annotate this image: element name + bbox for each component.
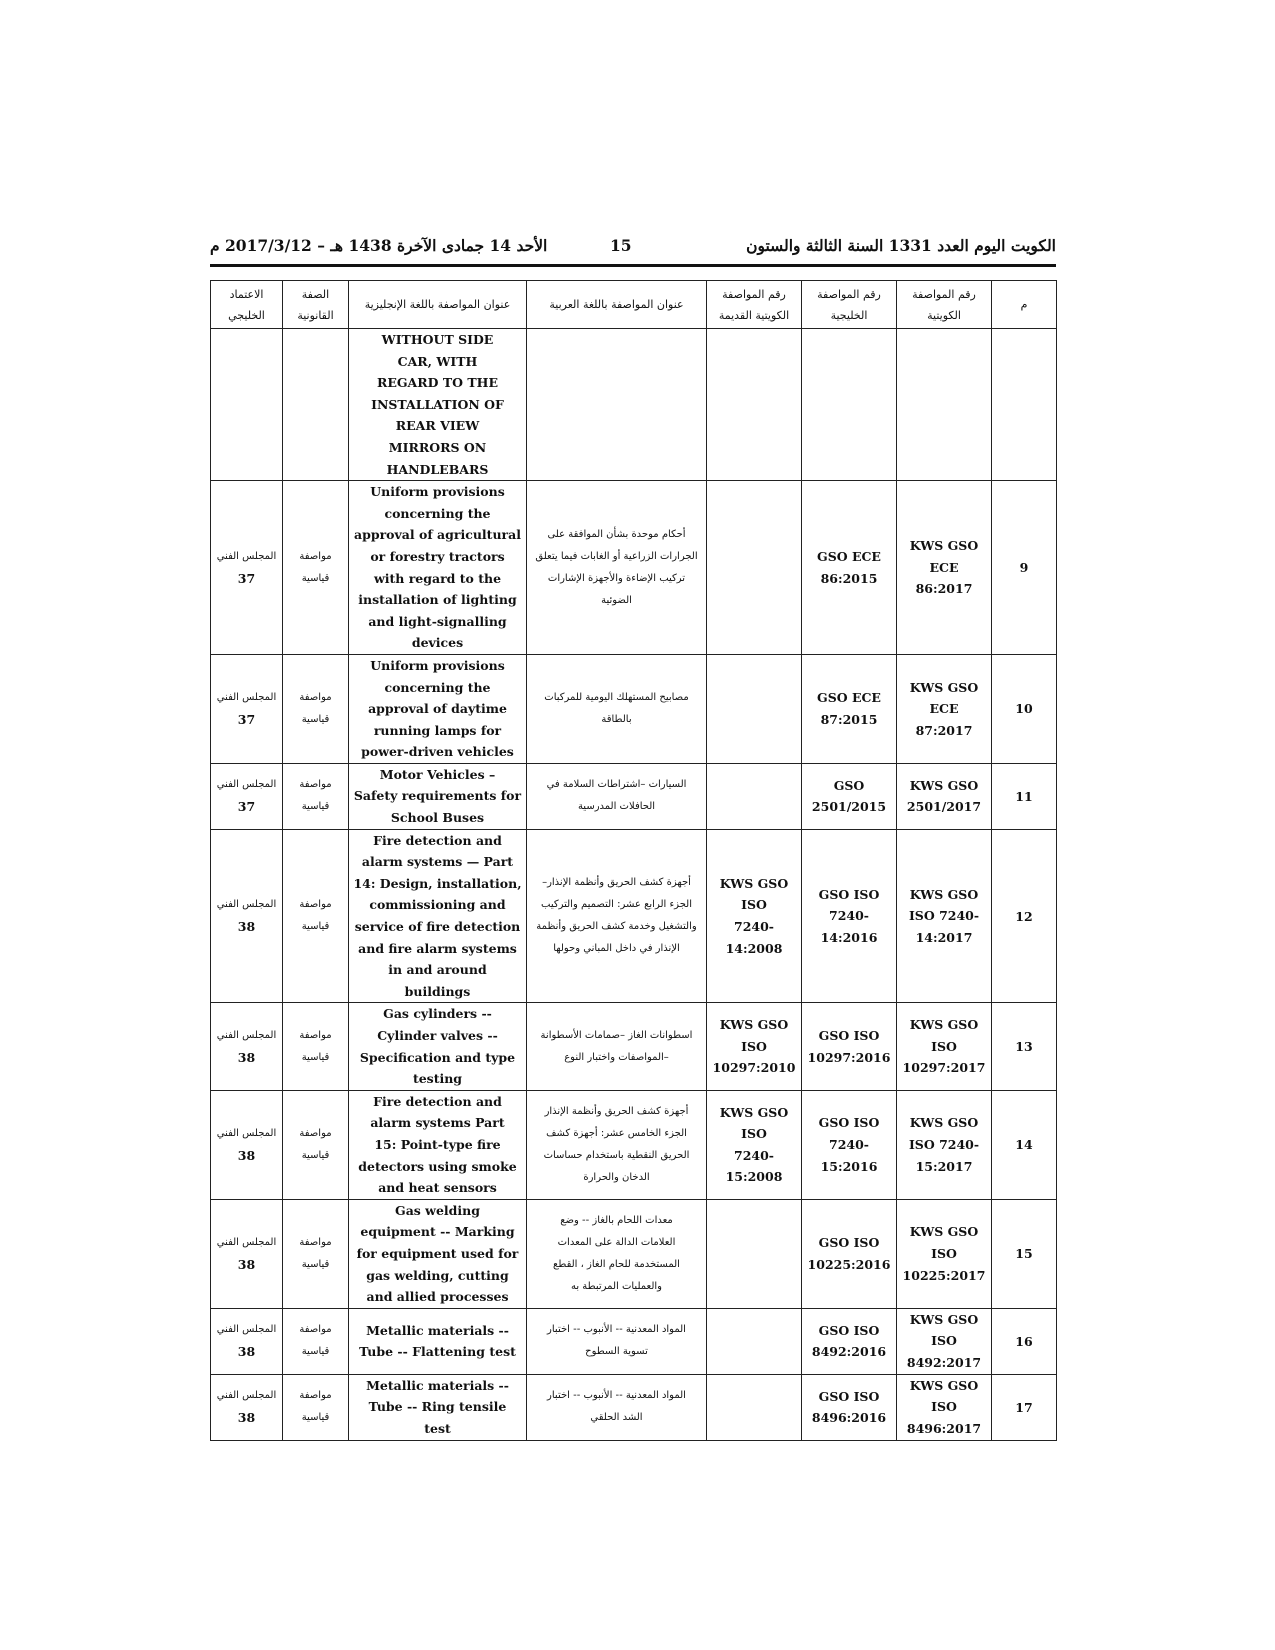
standards-table [210,280,1057,1441]
title-ar-cell: اسطوانات الغاز –صمامات الأسطوانة –المواصفات واختبار النوع [527,1003,707,1090]
gso-number-cell: GSO ISO 8492:2016 [802,1308,897,1374]
table-row [211,829,1057,1003]
legal-status-cell: مواصفة قياسية [283,654,349,763]
approval-cell: المجلس الفني 38 [211,1090,283,1199]
approval-cell: المجلس الفني 38 [211,1308,283,1374]
gso-number-cell: GSO ISO 8496:2016 [802,1374,897,1440]
serial-number-cell: 14 [992,1090,1057,1199]
old-kw-number-cell [707,329,802,481]
col-header-title-en: عنوان المواصفة باللغة الإنجليزية [349,281,527,329]
legal-status-cell: مواصفة قياسية [283,829,349,1003]
old-kw-number-cell [707,481,802,655]
header-issue-info: الكويت اليوم العدد 1331 السنة الثالثة والستون [746,236,1056,255]
title-en-cell: Uniform provisions concerning the approval of daytime running lamps for power-driven vehicles [349,654,527,763]
table-row [211,1374,1057,1440]
title-en-cell: WITHOUT SIDE CAR, WITH REGARD TO THE INSTALLATION OF REAR VIEW MIRRORS ON HANDLEBARS [349,329,527,481]
approval-cell: المجلس الفني 38 [211,1374,283,1440]
table-row [211,1199,1057,1308]
serial-number-cell: 9 [992,481,1057,655]
gso-number-cell [802,329,897,481]
title-ar-cell: السيارات –اشتراطات السلامة في الحافلات المدرسية [527,763,707,829]
title-en-cell: Fire detection and alarm systems Part 15: Point-type fire detectors using smoke and heat sensors [349,1090,527,1199]
old-kw-number-cell: KWS GSO ISO 7240- 14:2008 [707,829,802,1003]
title-en-cell: Gas welding equipment -- Marking for equipment used for gas welding, cutting and allied processes [349,1199,527,1308]
legal-status-cell: مواصفة قياسية [283,1374,349,1440]
table-row [211,1003,1057,1090]
kws-number-cell: KWS GSO ISO 10225:2017 [897,1199,992,1308]
table-row [211,329,1057,481]
gso-number-cell: GSO ISO 7240- 14:2016 [802,829,897,1003]
serial-number-cell: 15 [992,1199,1057,1308]
old-kw-number-cell [707,763,802,829]
approval-cell: المجلس الفني 38 [211,829,283,1003]
serial-number-cell: 11 [992,763,1057,829]
col-header-old-kw: رقم المواصفة الكويتية القديمة [707,281,802,329]
title-ar-cell: المواد المعدنية -- الأنبوب -- اختبار الشد الحلقي [527,1374,707,1440]
kws-number-cell: KWS GSO ISO 7240- 15:2017 [897,1090,992,1199]
kws-number-cell: KWS GSO ISO 7240- 14:2017 [897,829,992,1003]
title-ar-cell [527,329,707,481]
col-header-num: م [992,281,1057,329]
approval-cell: المجلس الفني 37 [211,763,283,829]
serial-number-cell: 10 [992,654,1057,763]
old-kw-number-cell [707,1374,802,1440]
col-header-gso: رقم المواصفة الخليجية [802,281,897,329]
col-header-legal: الصفة القانونية [283,281,349,329]
header-date: الأحد 14 جمادى الآخرة 1438 هـ – 2017/3/12 م [210,236,548,255]
title-en-cell: Fire detection and alarm systems — Part 14: Design, installation, commissioning and service of fire detection and fire alarm systems in and around buildings [349,829,527,1003]
gso-number-cell: GSO ISO 10225:2016 [802,1199,897,1308]
table-row [211,1090,1057,1199]
title-en-cell: Uniform provisions concerning the approval of agricultural or forestry tractors with regard to the installation of lighting and light-signalling devices [349,481,527,655]
approval-cell: المجلس الفني 38 [211,1003,283,1090]
col-header-title-ar: عنوان المواصفة باللغة العربية [527,281,707,329]
gso-number-cell: GSO 2501/2015 [802,763,897,829]
kws-number-cell: KWS GSO ECE 87:2017 [897,654,992,763]
kws-number-cell: KWS GSO 2501/2017 [897,763,992,829]
title-en-cell: Motor Vehicles – Safety requirements for School Buses [349,763,527,829]
gso-number-cell: GSO ECE 86:2015 [802,481,897,655]
legal-status-cell: مواصفة قياسية [283,763,349,829]
gso-number-cell: GSO ECE 87:2015 [802,654,897,763]
kws-number-cell: KWS GSO ISO 10297:2017 [897,1003,992,1090]
legal-status-cell: مواصفة قياسية [283,1003,349,1090]
approval-cell: المجلس الفني 38 [211,1199,283,1308]
serial-number-cell: 12 [992,829,1057,1003]
col-header-approval: الاعتماد الخليجي [211,281,283,329]
title-ar-cell: معدات اللحام بالغاز -- وضع العلامات الدالة على المعدات المستخدمة للحام الغاز ، القطع والعمليات المرتبطة به [527,1199,707,1308]
serial-number-cell: 17 [992,1374,1057,1440]
title-ar-cell: أجهزة كشف الحريق وأنظمة الإنذار الجزء الخامس عشر: أجهزة كشف الحريق النقطية باستخدام حساسات الدخان والحرارة [527,1090,707,1199]
serial-number-cell: 13 [992,1003,1057,1090]
title-en-cell: Gas cylinders -- Cylinder valves -- Specification and type testing [349,1003,527,1090]
legal-status-cell: مواصفة قياسية [283,1199,349,1308]
approval-cell: المجلس الفني 37 [211,654,283,763]
title-en-cell: Metallic materials -- Tube -- Ring tensile test [349,1374,527,1440]
serial-number-cell: 16 [992,1308,1057,1374]
kws-number-cell: KWS GSO ECE 86:2017 [897,481,992,655]
title-en-cell: Metallic materials -- Tube -- Flattening test [349,1308,527,1374]
gso-number-cell: GSO ISO 7240- 15:2016 [802,1090,897,1199]
title-ar-cell: المواد المعدنية -- الأنبوب -- اختبار تسوية السطوح [527,1308,707,1374]
kws-number-cell: KWS GSO ISO 8492:2017 [897,1308,992,1374]
table-header-row [211,281,1057,329]
serial-number-cell [992,329,1057,481]
old-kw-number-cell: KWS GSO ISO 10297:2010 [707,1003,802,1090]
title-ar-cell: أحكام موحدة بشأن الموافقة على الجرارات الزراعية أو الغابات فيما يتعلق تركيب الإضاءة والأجهزة الإشارات الضوئية [527,481,707,655]
kws-number-cell: KWS GSO ISO 8496:2017 [897,1374,992,1440]
table-row [211,1308,1057,1374]
old-kw-number-cell [707,654,802,763]
kws-number-cell [897,329,992,481]
legal-status-cell: مواصفة قياسية [283,1090,349,1199]
legal-status-cell [283,329,349,481]
legal-status-cell: مواصفة قياسية [283,481,349,655]
page-header [210,236,1056,267]
old-kw-number-cell [707,1199,802,1308]
table-body [211,329,1057,1441]
old-kw-number-cell [707,1308,802,1374]
table-row [211,481,1057,655]
legal-status-cell: مواصفة قياسية [283,1308,349,1374]
title-ar-cell: أجهزة كشف الحريق وأنظمة الإنذار– الجزء الرابع عشر: التصميم والتركيب والتشغيل وخدمة كشف الحريق وأنظمة الإنذار في داخل المباني وحولها [527,829,707,1003]
table-row [211,654,1057,763]
gso-number-cell: GSO ISO 10297:2016 [802,1003,897,1090]
table-row [211,763,1057,829]
old-kw-number-cell: KWS GSO ISO 7240- 15:2008 [707,1090,802,1199]
approval-cell: المجلس الفني 37 [211,481,283,655]
approval-cell [211,329,283,481]
col-header-kws: رقم المواصفة الكويتية [897,281,992,329]
page-number: 15 [610,236,632,255]
title-ar-cell: مصابيح المستهلك اليومية للمركبات بالطاقة [527,654,707,763]
